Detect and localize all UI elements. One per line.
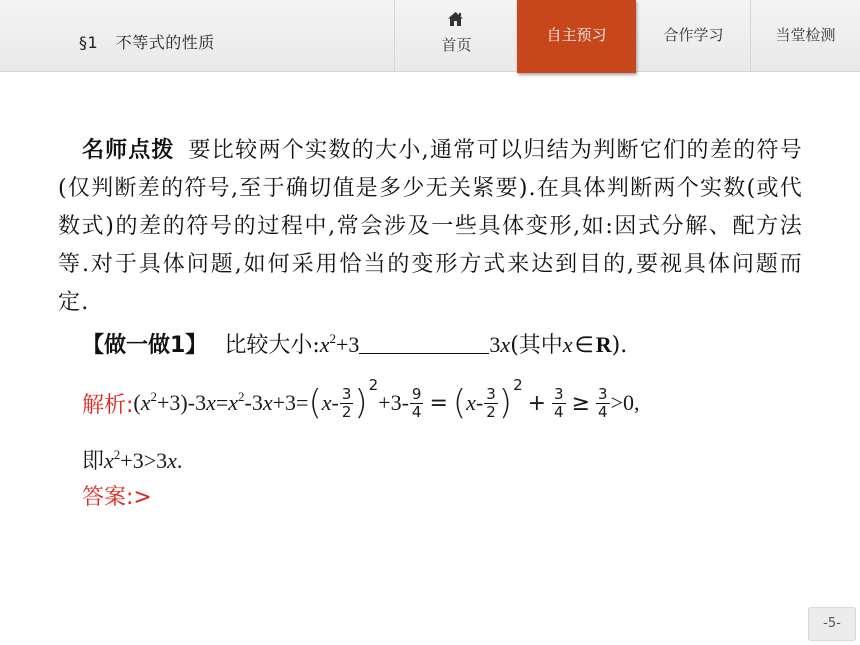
exponent-2: 2 xyxy=(368,376,379,394)
equals-sign: = xyxy=(429,390,448,416)
fraction-3-over-2: $\frac{3}{2}$ xyxy=(341,384,352,421)
teacher-tip-label: 名师点拨 xyxy=(82,138,175,163)
exercise-tag: 【做一做1】 xyxy=(82,333,208,358)
tab-in-class-check-label: 当堂检测 xyxy=(775,26,836,44)
solution-line xyxy=(82,376,640,426)
fraction-9-over-4: $\frac{9}{4}$ xyxy=(411,384,422,421)
section-number: §1 xyxy=(79,33,99,52)
right-paren: ) xyxy=(498,383,513,423)
conclusion-line: 即$x^2+3>3x$. xyxy=(82,447,183,474)
conclusion-label: 即 xyxy=(82,449,105,474)
fraction-3-over-4: $\frac{3}{4}$ xyxy=(554,384,564,421)
answer-label: 答案: xyxy=(82,485,134,510)
real-set-symbol: R xyxy=(595,332,612,357)
home-icon xyxy=(448,12,463,26)
plus-three-minus: +3- xyxy=(378,390,409,415)
tab-self-preview-label: 自主预习 xyxy=(546,26,607,44)
tab-cooperative-learning[interactable] xyxy=(637,0,751,71)
exercise-right-expression: 3x xyxy=(489,332,511,357)
teacher-tip-text: 要比较两个实数的大小,通常可以归结为判断它们的差的符号(仅判断差的符号,至于确切值是多少无关紧要).在具体判断两个实数(或代数式)的差的符号的过程中,常会涉及一些具体变形,如:因式分解、配方法等.对于具体问题,如何采用恰当的变形方式来达到目的,要视具体问题而定. xyxy=(58,138,803,315)
teacher-tip-paragraph xyxy=(58,132,803,322)
answer-value: > xyxy=(133,485,152,510)
geq-sign: ≥ xyxy=(571,390,591,416)
page-number: -5- xyxy=(808,607,856,641)
fraction-3-over-4: $\frac{3}{4}$ xyxy=(598,384,608,421)
top-navigation-bar xyxy=(0,0,860,72)
element-of-symbol: ∈ xyxy=(574,333,594,358)
plus-sign: + xyxy=(527,390,547,416)
fraction-3-over-2: $\frac{3}{2}$ xyxy=(486,384,496,421)
left-paren: ( xyxy=(308,383,322,423)
exercise-prefix: 比较大小: xyxy=(224,333,320,358)
exercise-suffix-close: ). xyxy=(611,333,628,358)
exponent-2: 2 xyxy=(513,376,523,394)
square-term-2: x- xyxy=(466,390,484,415)
exercise-left-expression: $x^2+3$ xyxy=(319,331,360,357)
teacher-tip-block xyxy=(58,132,803,322)
tab-self-preview[interactable] xyxy=(517,0,636,73)
tab-in-class-check[interactable] xyxy=(751,0,860,71)
solution-label: 解析: xyxy=(82,392,134,418)
section-name: 不等式的性质 xyxy=(115,33,215,52)
tab-cooperative-learning-label: 合作学习 xyxy=(663,26,724,44)
home-label: 首页 xyxy=(441,36,472,54)
left-paren: ( xyxy=(452,383,467,423)
right-paren: ) xyxy=(354,383,368,423)
square-term-1: x- xyxy=(321,390,339,415)
greater-than-zero: >0, xyxy=(610,390,640,415)
exercise-suffix-open: (其中 xyxy=(510,333,563,358)
answer-blank xyxy=(359,333,489,354)
solution-expression-start: $(x^2+3)-3x=x^2-3x+3=$ xyxy=(133,389,309,415)
exercise-variable: x xyxy=(562,332,573,357)
section-title xyxy=(79,30,215,53)
answer-line xyxy=(82,480,152,511)
exercise-1 xyxy=(82,328,627,359)
home-button[interactable] xyxy=(394,0,519,71)
